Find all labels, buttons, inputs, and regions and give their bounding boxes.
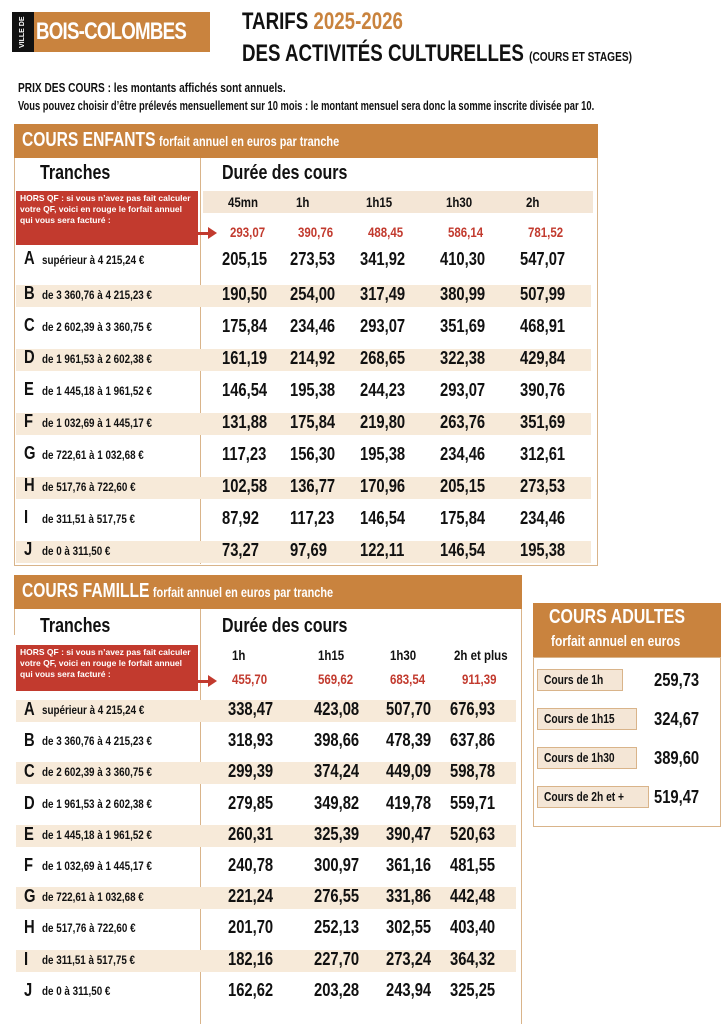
adultes-title: COURS ADULTES [549, 606, 685, 628]
enfants-row-letter: G [24, 443, 36, 463]
famille-row-letter: E [24, 824, 34, 844]
famille-row-value: 299,39 [228, 761, 274, 781]
enfants-row-value: 175,84 [440, 508, 486, 528]
famille-row-value: 252,13 [314, 917, 360, 937]
enfants-row-tranche: de 1 445,18 à 1 961,52 € [42, 384, 152, 398]
famille-row-letter: C [24, 761, 35, 781]
famille-row-tranche: de 311,51 à 517,75 € [42, 953, 136, 967]
city-logo [12, 12, 210, 52]
famille-arrow-icon [208, 675, 217, 687]
adultes-row-label: Cours de 2h et + [537, 786, 649, 808]
famille-row-value: 374,24 [314, 761, 360, 781]
famille-row-value: 449,09 [386, 761, 432, 781]
enfants-row-value: 214,92 [290, 348, 336, 368]
famille-row-value: 302,55 [386, 917, 432, 937]
enfants-row-value: 547,07 [520, 249, 566, 269]
enfants-hors-value-4: 781,52 [528, 224, 564, 240]
enfants-row-tranche: supérieur à 4 215,24 € [42, 253, 145, 267]
enfants-row-value: 97,69 [290, 540, 327, 560]
enfants-row-tranche: de 3 360,76 à 4 215,23 € [42, 288, 152, 302]
famille-row-value: 390,47 [386, 824, 432, 844]
enfants-row-value: 507,99 [520, 284, 566, 304]
famille-row-tranche: de 1 032,69 à 1 445,17 € [42, 859, 152, 873]
enfants-row-value: 234,46 [440, 444, 486, 464]
famille-row-letter: D [24, 793, 35, 813]
famille-row-value: 423,08 [314, 699, 360, 719]
enfants-row-value: 273,53 [520, 476, 566, 496]
enfants-row-value: 146,54 [222, 380, 268, 400]
famille-row-value: 325,39 [314, 824, 360, 844]
enfants-row-value: 312,61 [520, 444, 566, 464]
adultes-row-label: Cours de 1h [537, 669, 623, 691]
enfants-row-value: 205,15 [440, 476, 486, 496]
enfants-row-value: 73,27 [222, 540, 259, 560]
adultes-row-value: 324,67 [654, 709, 700, 729]
enfants-row-value: 117,23 [290, 508, 335, 528]
enfants-row-value: 234,46 [290, 316, 336, 336]
enfants-row-tranche: de 1 961,53 à 2 602,38 € [42, 352, 152, 366]
famille-hors-value-2: 683,54 [390, 671, 426, 687]
enfants-row-value: 341,92 [360, 249, 406, 269]
enfants-row-value: 410,30 [440, 249, 486, 269]
enfants-col-tranches: Tranches [40, 162, 111, 184]
enfants-duration-0: 45mn [228, 194, 258, 210]
enfants-row-value: 117,23 [222, 444, 267, 464]
famille-row-value: 331,86 [386, 886, 432, 906]
famille-row-letter: J [24, 980, 33, 1000]
enfants-row-value: 122,11 [360, 540, 405, 560]
page-subtitle: DES ACTIVITÉS CULTURELLES (COURS ET STAGES) [242, 40, 632, 67]
famille-row-value: 240,78 [228, 855, 274, 875]
enfants-row-letter: J [24, 539, 33, 559]
enfants-row-value: 322,38 [440, 348, 486, 368]
enfants-row-value: 87,92 [222, 508, 259, 528]
famille-row-letter: F [24, 855, 34, 875]
famille-hors-value-0: 455,70 [232, 671, 268, 687]
enfants-hors-value-2: 488,45 [368, 224, 404, 240]
famille-row-tranche: de 1 961,53 à 2 602,38 € [42, 797, 152, 811]
enfants-row-value: 102,58 [222, 476, 268, 496]
adultes-section-header [533, 603, 721, 657]
famille-row-letter: I [24, 949, 29, 969]
enfants-row-value: 195,38 [520, 540, 566, 560]
enfants-row-value: 156,30 [290, 444, 336, 464]
enfants-row-value: 146,54 [440, 540, 486, 560]
enfants-row-tranche: de 722,61 à 1 032,68 € [42, 448, 144, 462]
enfants-row-letter: H [24, 475, 35, 495]
enfants-row-tranche: de 311,51 à 517,75 € [42, 512, 136, 526]
enfants-row-value: 244,23 [360, 380, 406, 400]
enfants-row-value: 190,50 [222, 284, 268, 304]
enfants-row-value: 351,69 [520, 412, 566, 432]
famille-duration-3: 2h et plus [454, 647, 508, 663]
famille-row-value: 481,55 [450, 855, 496, 875]
enfants-row-value: 175,84 [222, 316, 268, 336]
famille-row-value: 507,70 [386, 699, 432, 719]
famille-row-value: 478,39 [386, 730, 432, 750]
enfants-row-letter: C [24, 315, 35, 335]
adultes-row-value: 259,73 [654, 670, 700, 690]
famille-subtitle: forfait annuel en euros par tranche [152, 584, 334, 600]
famille-row-value: 349,82 [314, 793, 360, 813]
famille-duration-1: 1h15 [318, 647, 345, 663]
famille-row-tranche: de 1 445,18 à 1 961,52 € [42, 828, 152, 842]
famille-row-value: 203,28 [314, 980, 360, 1000]
famille-row-tranche: de 2 602,39 à 3 360,75 € [42, 765, 152, 779]
famille-row-value: 221,24 [228, 886, 274, 906]
famille-row-value: 442,48 [450, 886, 496, 906]
famille-row-value: 227,70 [314, 949, 360, 969]
enfants-row-value: 263,76 [440, 412, 486, 432]
enfants-col-duree: Durée des cours [222, 162, 348, 184]
adultes-subtitle: forfait annuel en euros [551, 633, 681, 650]
famille-row-letter: H [24, 917, 35, 937]
famille-row-value: 338,47 [228, 699, 274, 719]
adultes-row-value: 519,47 [654, 787, 700, 807]
enfants-row-letter: A [24, 248, 35, 268]
famille-row-tranche: de 3 360,76 à 4 215,23 € [42, 734, 152, 748]
enfants-row-letter: B [24, 283, 35, 303]
title-years: 2025-2026 [313, 8, 403, 35]
famille-row-value: 559,71 [450, 793, 496, 813]
enfants-row-value: 195,38 [290, 380, 336, 400]
famille-row-value: 276,55 [314, 886, 360, 906]
famille-row-letter: B [24, 730, 35, 750]
enfants-row-value: 254,00 [290, 284, 336, 304]
famille-row-value: 243,94 [386, 980, 432, 1000]
famille-hors-value-1: 569,62 [318, 671, 354, 687]
famille-duration-0: 1h [232, 647, 246, 663]
enfants-duration-4: 2h [526, 194, 540, 210]
enfants-row-value: 351,69 [440, 316, 486, 336]
intro-line-1: PRIX DES COURS : les montants affichés sont annuels. [18, 80, 286, 95]
famille-row-value: 676,93 [450, 699, 496, 719]
enfants-row-tranche: de 0 à 311,50 € [42, 544, 111, 558]
enfants-row-tranche: de 2 602,39 à 3 360,75 € [42, 320, 152, 334]
famille-row-tranche: supérieur à 4 215,24 € [42, 703, 145, 717]
enfants-hors-qf-note: HORS QF : si vous n’avez pas fait calculer votre QF, voici en rouge le forfait annuel qui vous sera facturé : [16, 191, 198, 245]
enfants-row-value: 219,80 [360, 412, 406, 432]
enfants-row-value: 131,88 [222, 412, 268, 432]
famille-row-value: 364,32 [450, 949, 496, 969]
famille-row-value: 260,31 [228, 824, 274, 844]
enfants-row-letter: E [24, 379, 34, 399]
enfants-row-value: 175,84 [290, 412, 336, 432]
enfants-row-value: 170,96 [360, 476, 406, 496]
enfants-section-header [14, 124, 598, 158]
enfants-row-value: 293,07 [440, 380, 486, 400]
famille-row-tranche: de 722,61 à 1 032,68 € [42, 890, 144, 904]
famille-row-tranche: de 0 à 311,50 € [42, 984, 111, 998]
logo-main-text: BOIS-COLOMBES [36, 18, 187, 45]
enfants-row-value: 205,15 [222, 249, 268, 269]
enfants-duration-3: 1h30 [446, 194, 473, 210]
enfants-row-value: 161,19 [222, 348, 268, 368]
famille-row-value: 325,25 [450, 980, 496, 1000]
famille-row-value: 273,24 [386, 949, 432, 969]
enfants-row-value: 390,76 [520, 380, 566, 400]
page-title: TARIFS 2025-2026 [242, 8, 403, 35]
famille-row-value: 419,78 [386, 793, 432, 813]
enfants-row-letter: D [24, 347, 35, 367]
enfants-title: COURS ENFANTS [22, 129, 156, 151]
famille-row-letter: G [24, 886, 36, 906]
adultes-row-value: 389,60 [654, 748, 700, 768]
famille-row-value: 520,63 [450, 824, 496, 844]
enfants-row-value: 468,91 [520, 316, 566, 336]
famille-duration-2: 1h30 [390, 647, 417, 663]
famille-title: COURS FAMILLE [22, 580, 150, 602]
enfants-hors-value-0: 293,07 [230, 224, 266, 240]
enfants-subtitle: forfait annuel en euros par tranche [158, 133, 340, 149]
famille-hors-value-3: 911,39 [462, 671, 497, 687]
famille-row-value: 279,85 [228, 793, 274, 813]
famille-row-value: 318,93 [228, 730, 274, 750]
enfants-duration-1: 1h [296, 194, 310, 210]
famille-row-value: 201,70 [228, 917, 274, 937]
adultes-row-label: Cours de 1h15 [537, 708, 637, 730]
famille-row-value: 182,16 [228, 949, 274, 969]
enfants-row-tranche: de 1 032,69 à 1 445,17 € [42, 416, 152, 430]
logo-small-text: VILLE DE [12, 12, 34, 52]
enfants-row-value: 380,99 [440, 284, 486, 304]
famille-row-value: 162,62 [228, 980, 274, 1000]
famille-row-tranche: de 517,76 à 722,60 € [42, 921, 136, 935]
enfants-row-value: 293,07 [360, 316, 406, 336]
enfants-hors-value-1: 390,76 [298, 224, 334, 240]
enfants-hors-value-3: 586,14 [448, 224, 484, 240]
enfants-row-value: 268,65 [360, 348, 406, 368]
enfants-arrow-icon [208, 227, 217, 239]
famille-row-value: 361,16 [386, 855, 432, 875]
intro-line-2: Vous pouvez choisir d’être prélevés mensuellement sur 10 mois : le montant mensuel sera donc la somme inscrite divisée par 10. [18, 98, 595, 113]
famille-section-header [14, 575, 522, 609]
enfants-row-value: 429,84 [520, 348, 566, 368]
enfants-row-value: 234,46 [520, 508, 566, 528]
enfants-row-value: 273,53 [290, 249, 336, 269]
enfants-row-value: 317,49 [360, 284, 406, 304]
enfants-row-value: 146,54 [360, 508, 406, 528]
famille-row-value: 300,97 [314, 855, 360, 875]
famille-row-letter: A [24, 699, 35, 719]
famille-row-value: 398,66 [314, 730, 360, 750]
enfants-row-letter: I [24, 507, 29, 527]
famille-col-tranches: Tranches [40, 615, 111, 637]
famille-col-duree: Durée des cours [222, 615, 348, 637]
enfants-row-letter: F [24, 411, 34, 431]
famille-row-value: 403,40 [450, 917, 496, 937]
enfants-row-value: 195,38 [360, 444, 406, 464]
enfants-duration-2: 1h15 [366, 194, 393, 210]
enfants-row-value: 136,77 [290, 476, 336, 496]
enfants-row-tranche: de 517,76 à 722,60 € [42, 480, 136, 494]
adultes-row-label: Cours de 1h30 [537, 747, 637, 769]
famille-row-value: 637,86 [450, 730, 496, 750]
famille-hors-qf-note: HORS QF : si vous n’avez pas fait calculer votre QF, voici en rouge le forfait annuel qui vous sera facturé : [16, 645, 198, 691]
famille-row-value: 598,78 [450, 761, 496, 781]
title-sub: (COURS ET STAGES) [529, 49, 632, 64]
